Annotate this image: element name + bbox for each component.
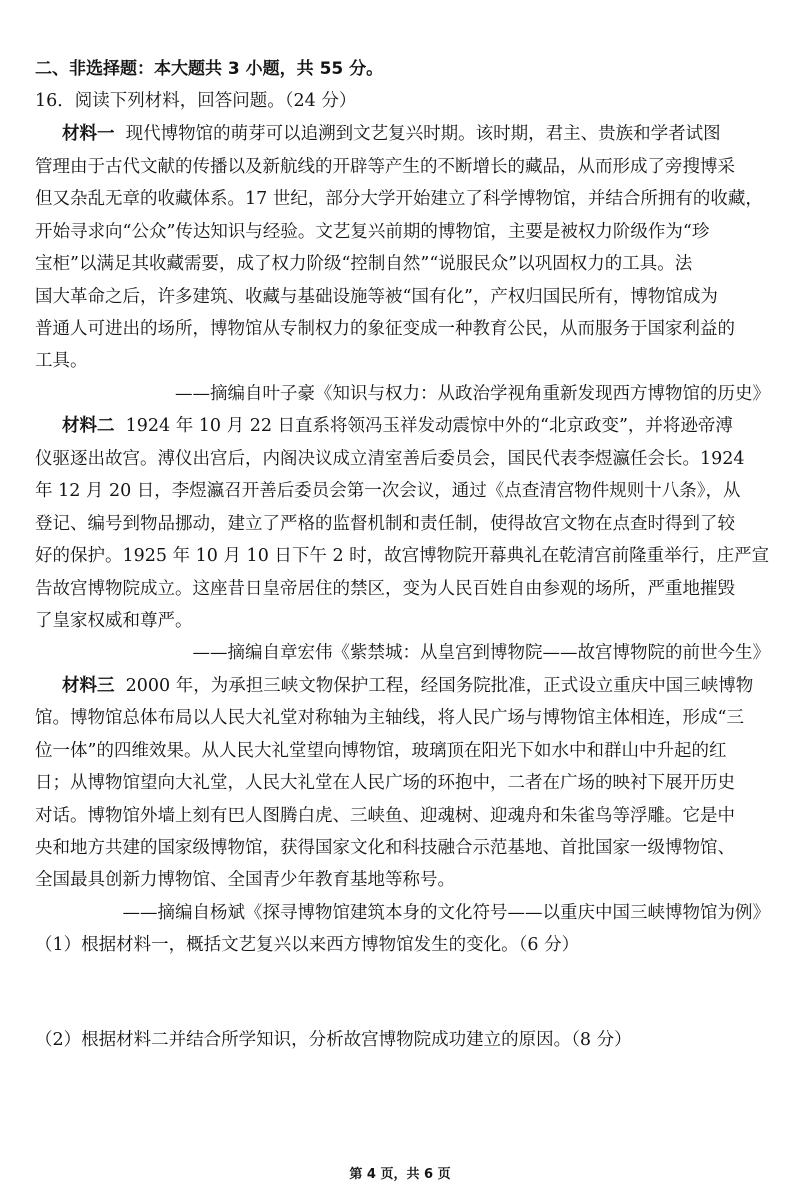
material1-line-4: 开始寻求向“公众”传达知识与经验。文艺复兴前期的博物馆，主要是被权力阶级作为“珍 (35, 222, 710, 242)
material3-line-7: 全国最具创新力博物馆、全国青少年教育基地等称号。 (35, 870, 455, 890)
material1-label: 材料一 (62, 124, 115, 144)
material2-line-5: 好的保护。1925 年 10 月 10 日下午 2 时，故宫博物院开幕典礼在乾清宫前隆重举行，庄严宣 (35, 546, 770, 566)
material1-source: ——摘编自叶子豪《知识与权力：从政治学视角重新发现西方博物馆的历史》 (175, 384, 770, 404)
material2-line-3: 年 12 月 20 日，李煜瀛召开善后委员会第一次会议，通过《点查清宫物件规则十八条》，从 (35, 481, 741, 501)
subquestion-2: （2）根据材料二并结合所学知识，分析故宫博物院成功建立的原因。（8 分） (35, 1030, 632, 1050)
material2-line-1: 材料二 1924 年 10 月 22 日直系将领冯玉祥发动震惊中外的“北京政变”，并将逊帝溥 (62, 416, 733, 436)
material1-line-3: 但又杂乱无章的收藏体系。17 世纪，部分大学开始建立了科学博物馆，并结合所拥有的收藏， (35, 189, 763, 209)
material1-line-6: 国大革命之后，许多建筑、收藏与基础设施等被“国有化”，产权归国民所有，博物馆成为 (35, 287, 718, 307)
material1-line-8: 工具。 (35, 351, 88, 371)
material3-line-6: 央和地方共建的国家级博物馆，获得国家文化和科技融合示范基地、首批国家一级博物馆、 (35, 838, 735, 858)
material3-source: ——摘编自杨斌《探寻博物馆建筑本身的文化符号——以重庆中国三峡博物馆为例》 (122, 903, 770, 923)
material3-line-2: 馆。博物馆总体布局以人民大礼堂对称轴为主轴线，将人民广场与博物馆主体相连，形成“三 (35, 708, 744, 728)
question-stem: 16．阅读下列材料，回答问题。（24 分） (35, 91, 357, 111)
material2-label: 材料二 (62, 416, 115, 436)
subquestion-1: （1）根据材料一，概括文艺复兴以来西方博物馆发生的变化。（6 分） (35, 935, 580, 955)
material3-line-4: 日；从博物馆望向大礼堂，人民大礼堂在人民广场的环抱中，二者在广场的映衬下展开历史 (35, 773, 735, 793)
material3-label: 材料三 (62, 676, 115, 696)
material1-line-2: 管理由于古代文献的传播以及新航线的开辟等产生的不断增长的藏品，从而形成了旁搜博采 (35, 157, 735, 177)
section-title: 二、非选择题：本大题共 3 小题，共 55 分。 (35, 59, 384, 79)
material2-line-7: 了皇家权威和尊严。 (35, 611, 193, 631)
material2-line-4: 登记、编号到物品挪动，建立了严格的监督机制和责任制，使得故宫文物在点查时得到了较 (35, 514, 735, 534)
material3-line-3: 位一体”的四维效果。从人民大礼堂望向博物馆，玻璃顶在阳光下如水中和群山中升起的红 (35, 741, 727, 761)
material2-line-2: 仪驱逐出故宫。溥仪出宫后，内阁决议成立清室善后委员会，国民代表李煜瀛任会长。1924 (35, 449, 745, 469)
material2-line-6: 告故宫博物院成立。这座昔日皇帝居住的禁区，变为人民百姓自由参观的场所，严重地摧毁 (35, 579, 735, 599)
material3-line-1: 材料三 2000 年，为承担三峡文物保护工程，经国务院批准，正式设立重庆中国三峡博物 (62, 676, 754, 696)
material1-line-7: 普通人可进出的场所，博物馆从专制权力的象征变成一种教育公民，从而服务于国家利益的 (35, 319, 735, 339)
material1-line-1: 材料一 现代博物馆的萌芽可以追溯到文艺复兴时期。该时期，君主、贵族和学者试图 (62, 124, 721, 144)
material3-line-5: 对话。博物馆外墙上刻有巴人图腾白虎、三峡鱼、迎魂树、迎魂舟和朱雀鸟等浮雕。它是中 (35, 806, 735, 826)
material1-line-5: 宝柜”以满足其收藏需要，成了权力阶级“控制自然”“说服民众”以巩固权力的工具。法 (35, 254, 693, 274)
material2-source: ——摘编自章宏伟《紫禁城：从皇宫到博物院——故宫博物院的前世今生》 (192, 643, 770, 663)
page-footer: 第 4 页，共 6 页 (349, 1167, 451, 1182)
